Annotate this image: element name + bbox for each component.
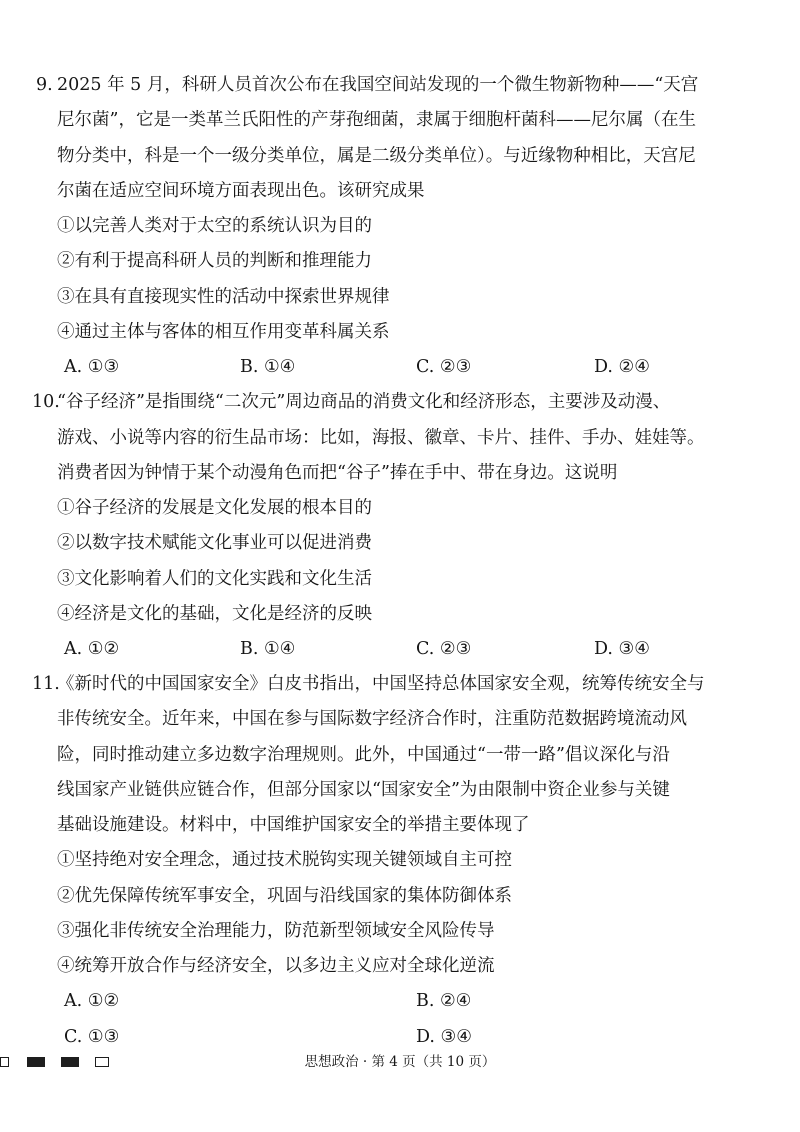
statement: ①坚持绝对安全理念，通过技术脱钩实现关键领域自主可控 <box>57 850 512 870</box>
statement: ④经济是文化的基础，文化是经济的反映 <box>57 604 372 624</box>
stem-line: 尼尔菌”，它是一类革兰氏阳性的产芽孢细菌，隶属于细胞杆菌科——尼尔属（在生 <box>57 110 696 130</box>
question-number: 9. <box>36 75 53 95</box>
statement: ④通过主体与客体的相互作用变革科属关系 <box>57 322 390 342</box>
choice-b: B. ①④ <box>240 357 296 377</box>
question-number: 10. <box>32 392 60 412</box>
question-number: 11. <box>32 674 60 694</box>
choice-d: D. ②④ <box>594 357 650 377</box>
choice-b: B. ①④ <box>240 639 296 659</box>
stem-line: 2025 年 5 月，科研人员首次公布在我国空间站发现的一个微生物新物种——“天宫 <box>57 75 699 95</box>
choice-b: B. ②④ <box>416 991 472 1011</box>
stem-line: 游戏、小说等内容的衍生品市场：比如，海报、徽章、卡片、挂件、手办、娃娃等。 <box>57 428 705 448</box>
choice-c: C. ①③ <box>64 1027 120 1047</box>
statement: ③在具有直接现实性的活动中探索世界规律 <box>57 287 390 307</box>
statement: ③强化非传统安全治理能力，防范新型领域安全风险传导 <box>57 921 495 941</box>
statement: ①谷子经济的发展是文化发展的根本目的 <box>57 498 372 518</box>
stem-line: 《新时代的中国国家安全》白皮书指出，中国坚持总体国家安全观，统筹传统安全与 <box>57 674 705 694</box>
stem-line: 线国家产业链供应链合作，但部分国家以“国家安全”为由限制中资企业参与关键 <box>57 780 670 800</box>
choice-c: C. ②③ <box>416 639 472 659</box>
statement: ②以数字技术赋能文化事业可以促进消费 <box>57 533 372 553</box>
stem-line: 物分类中，科是一个一级分类单位，属是二级分类单位）。与近缘物种相比，天宫尼 <box>57 146 696 166</box>
statement: ④统筹开放合作与经济安全，以多边主义应对全球化逆流 <box>57 956 495 976</box>
stem-line: 基础设施建设。材料中，中国维护国家安全的举措主要体现了 <box>57 815 530 835</box>
stem-line: 尔菌在适应空间环境方面表现出色。该研究成果 <box>57 181 425 201</box>
choice-a: A. ①② <box>64 991 120 1011</box>
choice-a: A. ①② <box>64 639 120 659</box>
choice-a: A. ①③ <box>64 357 120 377</box>
choice-d: D. ③④ <box>416 1027 472 1047</box>
stem-line: 险，同时推动建立多边数字治理规则。此外，中国通过“一带一路”倡议深化与沿 <box>57 745 670 765</box>
statement: ①以完善人类对于太空的系统认识为目的 <box>57 216 372 236</box>
stem-line: “谷子经济”是指围绕“二次元”周边商品的消费文化和经济形态，主要涉及动漫、 <box>57 392 671 412</box>
statement: ③文化影响着人们的文化实践和文化生活 <box>57 569 372 589</box>
statement: ②有利于提高科研人员的判断和推理能力 <box>57 251 372 271</box>
page-footer <box>0 1052 800 1076</box>
choice-d: D. ③④ <box>594 639 650 659</box>
stem-line: 消费者因为钟情于某个动漫角色而把“谷子”捧在手中、带在身边。这说明 <box>57 463 618 483</box>
statement: ②优先保障传统军事安全，巩固与沿线国家的集体防御体系 <box>57 886 512 906</box>
choice-c: C. ②③ <box>416 357 472 377</box>
page-number-label: 思想政治 · 第 4 页（共 10 页） <box>304 1054 496 1070</box>
stem-line: 非传统安全。近年来，中国在参与国际数字经济合作时，注重防范数据跨境流动风 <box>57 709 687 729</box>
